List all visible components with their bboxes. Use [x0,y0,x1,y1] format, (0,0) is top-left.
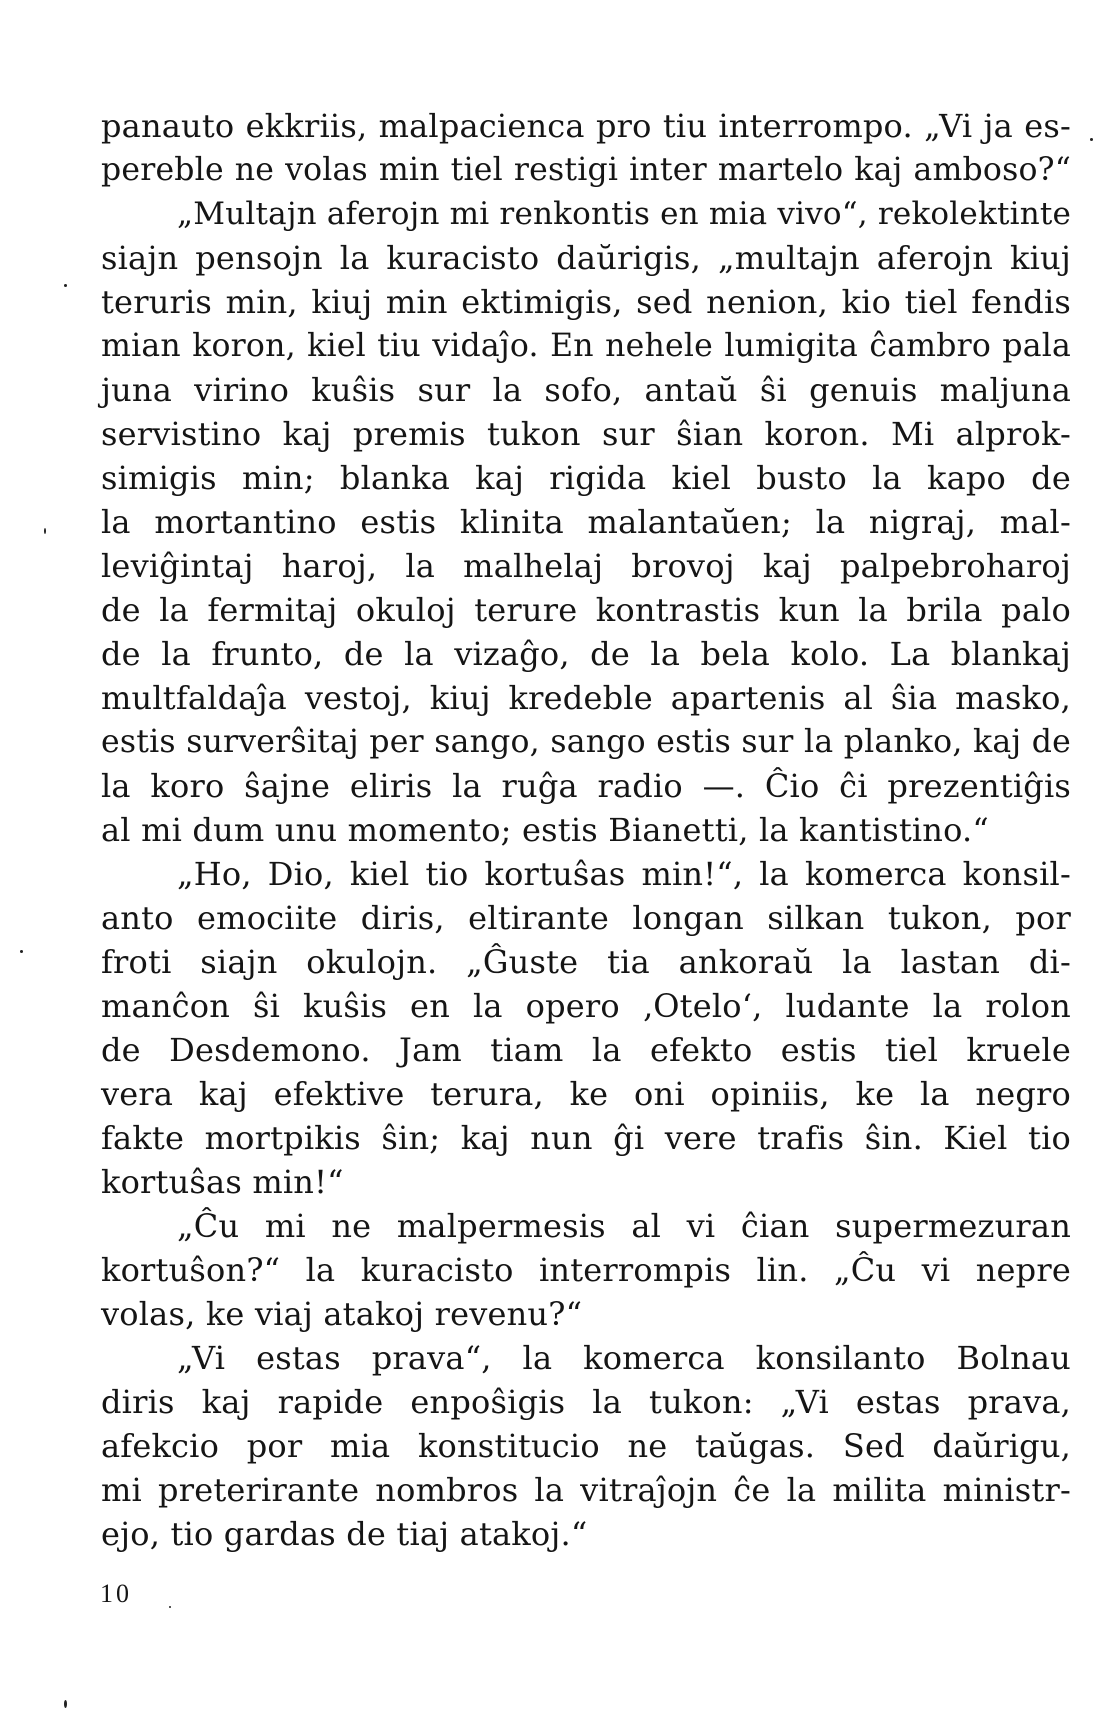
text-line: kortuŝas min!“ [101,1163,344,1201]
text-line: leviĝintaj haroj, la malhelaj brovoj kaj palpebroharoj [101,547,1071,585]
text-line: mian koron, kiel tiu vidaĵo. En nehele lumigita ĉambro pala [101,328,1071,364]
scan-speck [20,950,23,953]
text-line: „Vi estas prava“, la komerca konsilanto Bolnau [177,1339,1071,1377]
text-line: froti siajn okulojn. „Ĝuste tia ankoraŭ la lastan di- [101,943,1071,981]
scan-speck [64,1700,67,1708]
text-line: ejo, tio gardas de tiaj atakoj.“ [101,1515,588,1553]
text-line: panauto ekkriis, malpacienca pro tiu interrompo. „Vi ja es- [101,107,1071,145]
text-line: pereble ne volas min tiel restigi inter martelo kaj amboso?“ [101,152,1071,188]
text-line: kortuŝon?“ la kuracisto interrompis lin. „Ĉu vi nepre [101,1251,1071,1289]
text-line: teruris min, kiuj min ektimigis, sed nenion, kio tiel fendis [101,283,1071,321]
text-line: multfaldaĵa vestoj, kiuj kredeble apartenis al ŝia masko, [101,679,1071,717]
text-line: afekcio por mia konstitucio ne taŭgas. Sed daŭrigu, [101,1427,1071,1465]
text-line: la mortantino estis klinita malantaŭen; la nigraj, mal- [101,503,1071,541]
text-line: la koro ŝajne eliris la ruĝa radio —. Ĉio ĉi prezentiĝis [101,767,1071,805]
text-line: de la fermitaj okuloj terure kontrastis kun la brila palo [101,591,1071,629]
text-line: juna virino kuŝis sur la sofo, antaŭ ŝi genuis maljuna [101,371,1071,409]
text-line: „Ĉu mi ne malpermesis al vi ĉian supermezuran [177,1207,1071,1245]
text-line: fakte mortpikis ŝin; kaj nun ĝi vere trafis ŝin. Kiel tio [101,1119,1071,1157]
text-line: siajn pensojn la kuracisto daŭrigis, „multajn aferojn kiuj [101,239,1071,277]
scan-speck [44,528,46,534]
scan-speck [64,284,67,287]
page-number: 10 [100,1579,132,1608]
text-line: volas, ke viaj atakoj revenu?“ [101,1295,583,1333]
text-line: anto emociite diris, eltirante longan silkan tukon, por [101,899,1071,937]
text-line: manĉon ŝi kuŝis en la opero ‚Otelo‘, ludante la rolon [101,987,1071,1025]
text-line: vera kaj efektive terura, ke oni opiniis, ke la negro [101,1075,1071,1113]
text-line: simigis min; blanka kaj rigida kiel busto la kapo de [101,459,1071,497]
text-line: de la frunto, de la vizaĝo, de la bela kolo. La blankaj [101,635,1071,673]
text-line: al mi dum unu momento; estis Bianetti, la kantistino.“ [101,811,989,849]
text-line: mi preterirante nombros la vitraĵojn ĉe la milita ministr- [101,1471,1071,1509]
scan-speck [1090,138,1093,141]
body-text [101,104,1071,1556]
text-line: „Multajn aferojn mi renkontis en mia vivo“, rekolektinte [177,196,1072,232]
text-line: diris kaj rapide enpoŝigis la tukon: „Vi estas prava, [101,1383,1071,1421]
text-line: servistino kaj premis tukon sur ŝian koron. Mi alprok- [101,415,1071,453]
text-line: de Desdemono. Jam tiam la efekto estis tiel kruele [101,1031,1071,1069]
text-line: „Ho, Dio, kiel tio kortuŝas min!“, la komerca konsil- [177,855,1071,893]
scan-speck [169,1606,171,1608]
text-line: estis surverŝitaj per sango, sango estis sur la planko, kaj de [101,724,1071,760]
